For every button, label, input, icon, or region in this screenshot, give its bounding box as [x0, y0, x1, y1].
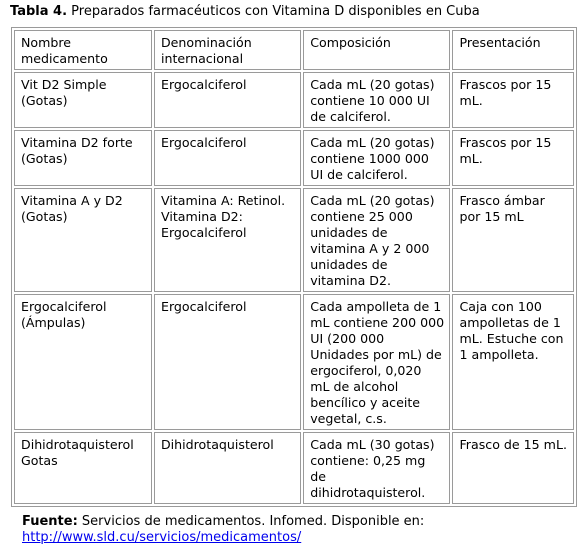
cell-nombre: Vitamina A y D2 (Gotas)	[14, 188, 152, 292]
cell-nombre: Ergocalciferol (Ámpulas)	[14, 294, 152, 430]
cell-composicion: Cada mL (30 gotas) contiene: 0,25 mg de dihidrotaquisterol.	[303, 432, 450, 504]
medications-table	[11, 27, 577, 507]
cell-nombre: Dihidrotaquisterol Gotas	[14, 432, 152, 504]
cell-nombre: Vit D2 Simple (Gotas)	[14, 72, 152, 128]
source-link[interactable]: http://www.sld.cu/servicios/medicamentos/	[22, 530, 302, 545]
cell-denominacion: Ergocalciferol	[154, 72, 301, 128]
header-cell-presentacion: Presentación	[452, 30, 574, 70]
table-row	[14, 294, 574, 430]
cell-composicion: Cada mL (20 gotas) contiene 1000 000 UI de calciferol.	[303, 130, 450, 186]
cell-denominacion: Ergocalciferol	[154, 130, 301, 186]
cell-presentacion: Frasco ámbar por 15 mL	[452, 188, 574, 292]
table-row	[14, 432, 574, 504]
source-text: Servicios de medicamentos. Infomed. Disponible en:	[77, 514, 425, 529]
cell-presentacion: Frascos por 15 mL.	[452, 130, 574, 186]
cell-denominacion: Vitamina A: Retinol. Vitamina D2: Ergocalciferol	[154, 188, 301, 292]
header-cell-denominacion: Denominación internacional	[154, 30, 301, 70]
source-note	[22, 514, 424, 546]
table-row	[14, 72, 574, 128]
cell-denominacion: Dihidrotaquisterol	[154, 432, 301, 504]
cell-nombre: Vitamina D2 forte (Gotas)	[14, 130, 152, 186]
header-cell-nombre: Nombre medicamento	[14, 30, 152, 70]
cell-denominacion: Ergocalciferol	[154, 294, 301, 430]
cell-composicion: Cada mL (20 gotas) contiene 25 000 unidades de vitamina A y 2 000 unidades de vitamina D2.	[303, 188, 450, 292]
caption-label: Tabla 4.	[10, 4, 68, 19]
cell-composicion: Cada ampolleta de 1 mL contiene 200 000 UI (200 000 Unidades por mL) de ergociferol, 0,020 mL de alcohol bencílico y aceite vegetal, c.s.	[303, 294, 450, 430]
table-row	[14, 188, 574, 292]
source-label: Fuente:	[22, 514, 78, 529]
cell-presentacion: Frasco de 15 mL.	[452, 432, 574, 504]
cell-presentacion: Caja con 100 ampolletas de 1 mL. Estuche con 1 ampolleta.	[452, 294, 574, 430]
table-header-row	[14, 30, 574, 70]
header-cell-composicion: Composición	[303, 30, 450, 70]
caption-text: Preparados farmacéuticos con Vitamina D disponibles en Cuba	[67, 4, 480, 19]
cell-composicion: Cada mL (20 gotas) contiene 10 000 UI de calciferol.	[303, 72, 450, 128]
table-row	[14, 130, 574, 186]
table-caption	[10, 4, 480, 20]
cell-presentacion: Frascos por 15 mL.	[452, 72, 574, 128]
